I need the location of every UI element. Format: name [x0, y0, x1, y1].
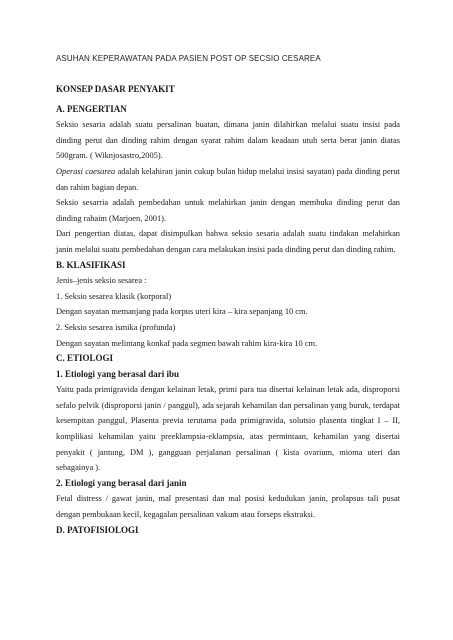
klasifikasi-item-1: 1. Seksio sesarea klasik (korporal) — [56, 291, 172, 301]
heading-patofisiologi: D. PATOFISIOLOGI — [56, 524, 139, 535]
document-body — [56, 82, 400, 538]
paragraph-pengertian-2-rest: adalah kelahiran janin cukup bulan hidup melalui insisi sayatan) pada dinding perut dan rahim bagian depan. — [56, 166, 400, 192]
heading-etiologi: C. ETIOLOGI — [56, 353, 114, 364]
heading-klasifikasi: B. KLASIFIKASI — [56, 259, 126, 270]
heading-pengertian: A. PENGERTIAN — [56, 103, 127, 114]
klasifikasi-item-2-desc: Dengan sayatan melintang konkaf pada segmen bawah rahim kira-kira 10 cm. — [56, 338, 318, 348]
etiologi-sub-2: 2. Etiologi yang berasal dari janin — [56, 477, 187, 488]
etiologi-sub-1-text: Yaitu pada primigravida dengan kelainan letak, primi para tua disertai kelainan letak ada, disproporsi sefalo pelvik (disproporsi janin / panggul), ada sejarah kehamilan dan persalinan yang buruk, terdapat kesempitan panggul, Plasenta previa terutama pada primigravida, solutsio plasenta tingkat I – II, komplikasi kehamilan yaitu preeklampsia-eklampsia, atas permintaan, kehamilan yang disertai penyakit ( jantung, DM ), gangguan perjalanan persalinan ( kista ovarium, mioma uteri dan sebagainya ). — [56, 385, 400, 473]
paragraph-pengertian-3: Seksio sesarria adalah pembedahan untuk melahirkan janin dengan membuka dinding perut dan dinding rahaim (Marjoen, 2001). — [56, 198, 400, 223]
klasifikasi-item-2: 2. Seksio sesarea ismika (profunda) — [56, 322, 176, 332]
section-heading-konsep: KONSEP DASAR PENYAKIT — [56, 84, 175, 94]
document-title: ASUHAN KEPERAWATAN PADA PASIEN POST OP SECSIO CESAREA — [56, 54, 321, 63]
etiologi-sub-1: 1. Etiologi yang berasal dari ibu — [56, 368, 180, 379]
paragraph-pengertian-4: Dari pengertian diatas, dapat disimpulkan bahwa seksio sesaria adalah suatu tindakan melahirkan janin melalui suatu pembedahan dengan cara melakukan insisi pada dinding perut dan dinding rahim. — [56, 229, 400, 254]
paragraph-pengertian-2 — [56, 164, 400, 195]
klasifikasi-item-1-desc: Dengan sayatan memanjang pada korpus uteri kira – kira sepanjang 10 cm. — [56, 307, 308, 317]
etiologi-sub-2-text: Fetal distress / gawat janin, mal presentasi dan mal posisi kedudukan janin, prolapsus tali pusat dengan pembukaan kecil, kegagalan persalinan vakum atau forseps ekstraksi. — [56, 494, 400, 520]
klasifikasi-intro: Jenis–jenis seksio sesarea : — [56, 276, 147, 286]
paragraph-pengertian-1: Seksio sesaria adalah suatu persalinan buatan, dimana janin dilahirkan melalui suatu insisi pada dinding perut dan dinding rahim dengan syarat rahim dalam keadaan utuh serta berat janin diatas 500gram. ( Wiknjosastro,2005). — [56, 120, 400, 161]
italic-term: Operasi caesarea — [56, 166, 116, 176]
